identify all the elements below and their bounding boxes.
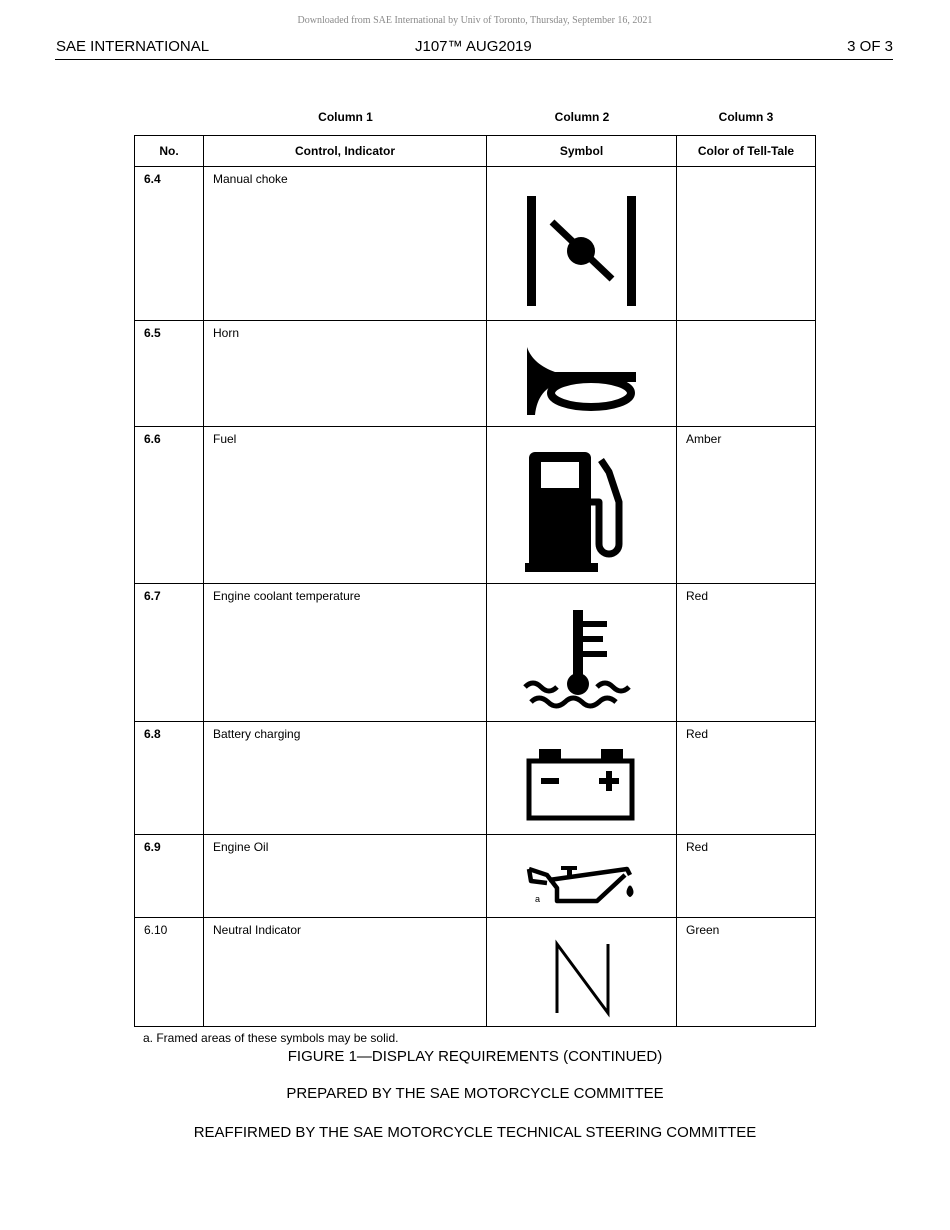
table-row: [135, 167, 816, 321]
reaffirmed-by: REAFFIRMED BY THE SAE MOTORCYCLE TECHNICAL STEERING COMMITTEE: [193, 1124, 757, 1141]
prepared-by: PREPARED BY THE SAE MOTORCYCLE COMMITTEE: [286, 1085, 664, 1102]
table-row: [135, 584, 816, 722]
column-3-label: Column 3: [718, 110, 774, 124]
row-control: Engine Oil: [204, 835, 487, 918]
row-color: Red: [677, 835, 816, 918]
header-doc-id: J107™ AUG2019: [415, 38, 532, 55]
download-watermark: Downloaded from SAE International by Univ of Toronto, Thursday, September 16, 2021: [297, 15, 653, 26]
table-row: [135, 835, 816, 918]
table-row: [135, 918, 816, 1027]
header-org: SAE INTERNATIONAL: [56, 38, 210, 55]
row-control: Engine coolant temperature: [204, 584, 487, 722]
figure-caption: FIGURE 1—DISPLAY REQUIREMENTS (CONTINUED): [287, 1048, 663, 1065]
table-row: [135, 427, 816, 584]
row-control: Horn: [204, 321, 487, 427]
neutral-n-icon: [487, 918, 677, 1027]
symbol-footnote-marker: a: [535, 894, 541, 904]
row-number: 6.7: [135, 584, 204, 722]
header-color: Color of Tell-Tale: [677, 136, 816, 167]
row-color: Red: [677, 584, 816, 722]
row-number: 6.8: [135, 722, 204, 835]
battery-icon: [487, 722, 677, 835]
fuel-pump-icon: [487, 427, 677, 584]
table-footnote: a. Framed areas of these symbols may be solid.: [143, 1031, 399, 1045]
row-color: Amber: [677, 427, 816, 584]
row-control: Neutral Indicator: [204, 918, 487, 1027]
header-page-number: 3 OF 3: [847, 38, 893, 55]
row-number: 6.5: [135, 321, 204, 427]
row-number: 6.6: [135, 427, 204, 584]
row-symbol: [487, 918, 677, 1027]
row-symbol: [487, 427, 677, 584]
manual-choke-icon: [487, 167, 677, 321]
horn-icon: [487, 321, 677, 427]
table-row: [135, 722, 816, 835]
row-symbol: [487, 722, 677, 835]
row-color: [677, 321, 816, 427]
header-control: Control, Indicator: [204, 136, 487, 167]
row-number: 6.9: [135, 835, 204, 918]
table-row: [135, 321, 816, 427]
row-number: 6.4: [135, 167, 204, 321]
row-control: Manual choke: [204, 167, 487, 321]
row-symbol: [487, 167, 677, 321]
page-header: [55, 38, 893, 60]
column-2-label: Column 2: [554, 110, 610, 124]
header-symbol: Symbol: [487, 136, 677, 167]
row-color: Red: [677, 722, 816, 835]
display-requirements-table: [134, 135, 816, 1027]
row-control: Fuel: [204, 427, 487, 584]
oil-can-icon: [487, 835, 677, 918]
row-symbol: [487, 835, 677, 918]
row-color: Green: [677, 918, 816, 1027]
row-number: 6.10: [135, 918, 204, 1027]
column-1-label: Column 1: [318, 110, 373, 124]
row-color: [677, 167, 816, 321]
table-header-row: [135, 136, 816, 167]
header-no: No.: [135, 136, 204, 167]
row-symbol: [487, 321, 677, 427]
row-symbol: [487, 584, 677, 722]
coolant-temperature-icon: [487, 584, 677, 722]
row-control: Battery charging: [204, 722, 487, 835]
